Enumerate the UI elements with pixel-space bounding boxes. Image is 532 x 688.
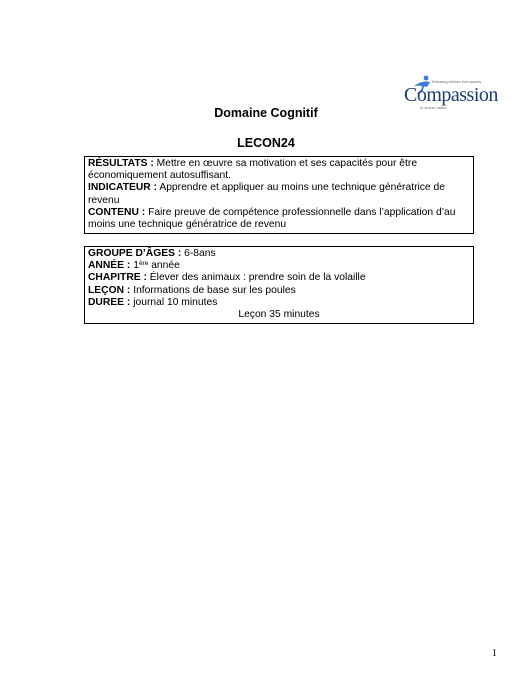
year-row (88, 260, 470, 272)
age-value: 6-8ans (181, 248, 216, 259)
logo-tagline-bottom: in Jesus' name (420, 105, 447, 110)
lesson-value: Informations de base sur les poules (130, 284, 296, 296)
results-label: RÉSULTATS : (88, 158, 154, 169)
chapter-value: Élever des animaux : prendre soin de la volaille (146, 272, 366, 284)
indicator-label: INDICATEUR : (88, 182, 158, 194)
logo-wordmark: Compassion (404, 84, 498, 106)
content-row (88, 207, 470, 231)
indicator-text: Apprendre et appliquer au moins une technique génératrice de revenu (88, 182, 445, 206)
duration-extra: Leçon 35 minutes (238, 309, 320, 321)
domain-title: Domaine Cognitif (214, 106, 318, 120)
duration-row (88, 297, 470, 309)
lesson-label: LEÇON : (88, 284, 131, 296)
age-label: GROUPE D’ÂGES : (88, 248, 182, 259)
chapter-label: CHAPITRE : (88, 272, 147, 284)
year-superscript: ère (138, 260, 149, 268)
details-box (84, 246, 474, 324)
lesson-title: LECON24 (237, 136, 295, 150)
logo-tagline-top: Releasing children from poverty (432, 80, 482, 84)
indicator-row (88, 182, 470, 206)
year-label: ANNÉE : (88, 260, 131, 272)
content-text: Faire preuve de compétence professionnelle dans l’application d’au moins une technique génératrice de revenu (88, 206, 456, 231)
lesson-row (88, 285, 470, 297)
objectives-box (84, 156, 474, 234)
year-text: année (148, 260, 180, 272)
chapter-row (88, 272, 470, 284)
duration-value: journal 10 minutes (130, 296, 218, 308)
year-number: 1 (130, 260, 139, 272)
age-row (88, 248, 470, 260)
content-label: CONTENU : (88, 206, 146, 218)
compassion-logo (400, 74, 500, 110)
results-row (88, 158, 470, 182)
results-text: Mettre en œuvre sa motivation et ses capacités pour être économiquement autosuffisant. (88, 158, 418, 182)
duration-label: DUREE : (88, 296, 131, 308)
page-number: 1 (492, 648, 497, 659)
